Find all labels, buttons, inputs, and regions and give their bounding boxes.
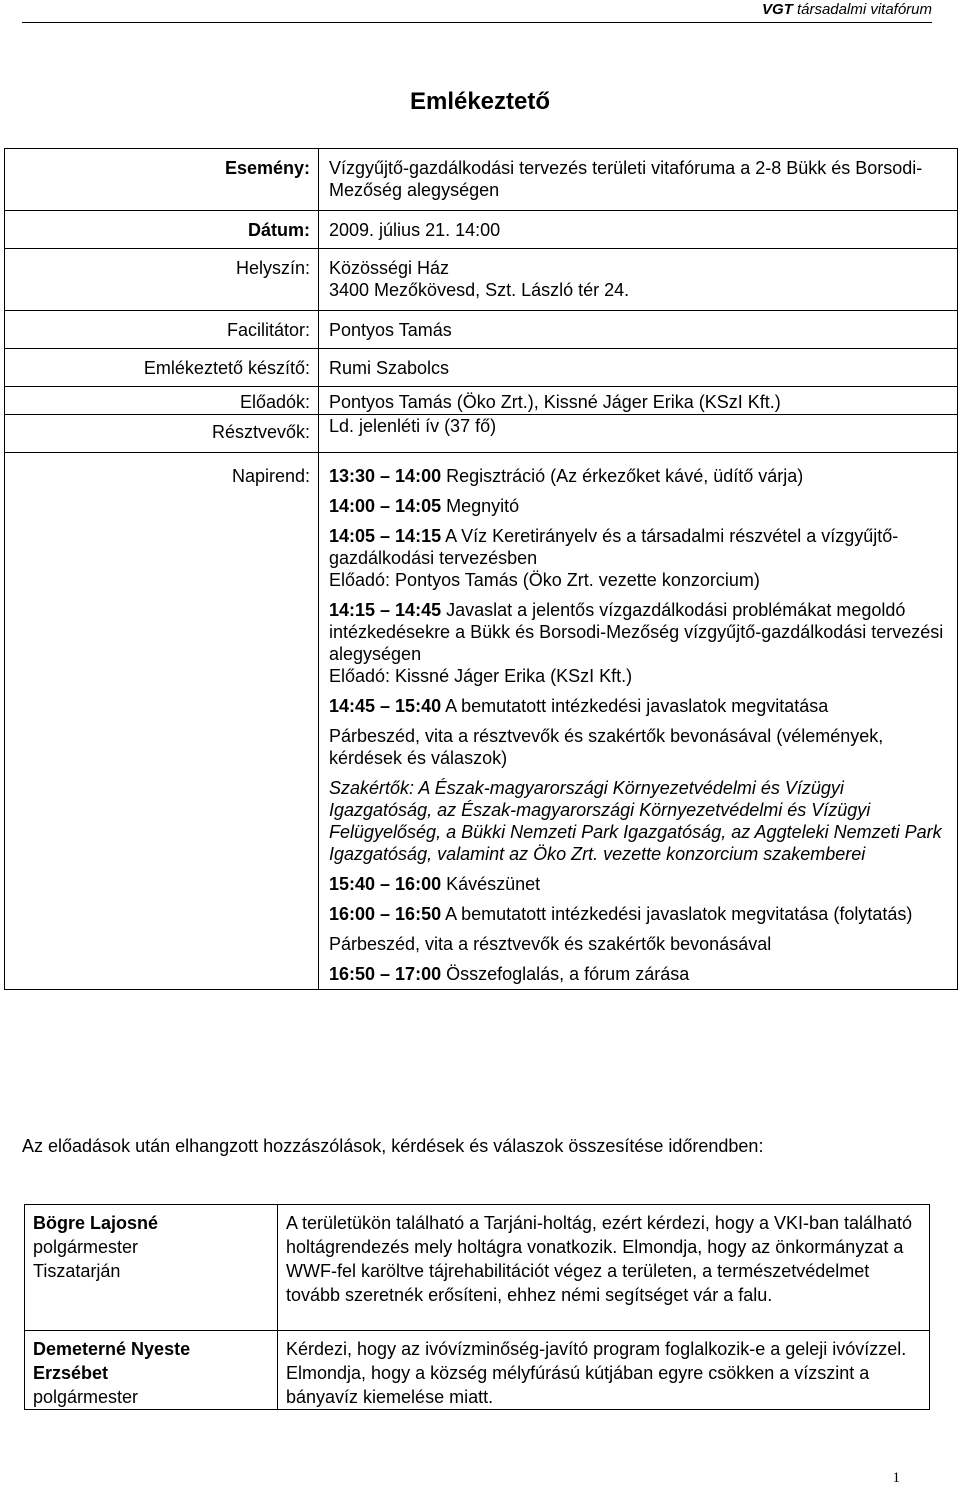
- facilitator-label: Facilitátor:: [5, 311, 319, 349]
- summary-heading: Az előadások után elhangzott hozzászólások, kérdések és válaszok összesítése időrendben:: [22, 1136, 764, 1156]
- eloadok-label: Előadók:: [5, 387, 319, 415]
- running-header: [762, 1, 932, 18]
- datum-value: 2009. július 21. 14:00: [319, 211, 958, 249]
- agenda-item: 15:40 – 16:00 Kávészünet: [329, 874, 541, 894]
- author-role: polgármester: [33, 1387, 139, 1407]
- agenda-item: 14:00 – 14:05 Megnyitó: [329, 496, 520, 516]
- comments-table: [24, 1204, 930, 1410]
- agenda-item: 16:50 – 17:00 Összefoglalás, a fórum zárása: [329, 964, 690, 984]
- agenda-item: 16:00 – 16:50 A bemutatott intézkedési javaslatok megvitatása (folytatás): [329, 904, 913, 924]
- keszito-value: Rumi Szabolcs: [319, 349, 958, 387]
- esemeny-value: Vízgyűjtő-gazdálkodási tervezés területi vitafóruma a 2-8 Bükk és Borsodi-Mezőség alegységen: [319, 149, 958, 211]
- comment-row: [25, 1331, 930, 1410]
- agenda-experts: Szakértők: A Észak-magyarországi Környezetvédelmi és Vízügyi Igazgatóság, az Észak-magyarországi Környezetvédelmi és Vízügyi Felügyelőség, a Bükki Nemzeti Park Igazgatóság, az Aggteleki Nemzeti Park Igazgatóság, valamint az Öko Zrt. vezette konzorcium szakemberei: [329, 778, 942, 864]
- resztvevok-label: Résztvevők:: [5, 415, 319, 453]
- agenda-item: 14:45 – 15:40 A bemutatott intézkedési javaslatok megvitatása: [329, 696, 829, 716]
- row-eloadok: [5, 387, 958, 415]
- author-name: Bögre Lajosné: [33, 1213, 159, 1233]
- esemeny-label: Esemény:: [5, 149, 319, 211]
- agenda-discussion: Párbeszéd, vita a résztvevők és szakértők bevonásával (vélemények, kérdések és válaszok): [329, 726, 884, 768]
- row-napirend: [5, 453, 958, 990]
- row-datum: [5, 211, 958, 249]
- header-rule: [22, 22, 932, 23]
- agenda-item: 14:15 – 14:45 Javaslat a jelentős vízgazdálkodási problémákat megoldó intézkedésekre a Bükk és Borsodi-Mezőség vízgyűjtő-gazdálkodási tervezési alegységen: [329, 600, 944, 664]
- row-esemeny: [5, 149, 958, 211]
- row-helyszin: [5, 249, 958, 311]
- header-org: VGT: [761, 1, 793, 18]
- agenda: [319, 453, 958, 990]
- agenda-item: 14:05 – 14:15 A Víz Keretirányelv és a társadalmi részvétel a vízgyűjtő-gazdálkodási tervezésben: [329, 526, 899, 568]
- page-number: 1: [892, 1470, 900, 1486]
- author-role: polgármester: [33, 1237, 139, 1257]
- agenda-presenter: Előadó: Kissné Jáger Erika (KSzI Kft.): [329, 666, 633, 686]
- document-title: Emlékeztető: [409, 88, 551, 115]
- comment-row: [25, 1205, 930, 1331]
- comment-text: Kérdezi, hogy az ivóvízminőség-javító program foglalkozik-e a geleji ivóvízzel. Elmondja, hogy a község mélyfúrású kútjában egyre csökken a vízszint a bányavíz kiemelése miatt.: [278, 1331, 930, 1410]
- row-keszito: [5, 349, 958, 387]
- row-resztvevok: [5, 415, 958, 453]
- napirend-label: Napirend:: [5, 453, 319, 990]
- row-facilitator: [5, 311, 958, 349]
- helyszin-label: Helyszín:: [5, 249, 319, 311]
- datum-label: Dátum:: [5, 211, 319, 249]
- author-name: Demeterné Nyeste Erzsébet: [33, 1339, 191, 1383]
- facilitator-value: Pontyos Tamás: [319, 311, 958, 349]
- comment-text: A területükön található a Tarjáni-holtág, ezért kérdezi, hogy a VKI-ban található holtágrendezés mely holtágra vonatkozik. Elmondja, hogy az önkormányzat a WWF-fel karöltve tájrehabilitációt végez a területen, a természetvédelmet tovább szeretnék erősíteni, ehhez némi segítséget vár a falu.: [278, 1205, 930, 1331]
- agenda-presenter: Előadó: Pontyos Tamás (Öko Zrt. vezette konzorcium): [329, 570, 760, 590]
- helyszin-value: Közösségi Ház 3400 Mezőkövesd, Szt. László tér 24.: [319, 249, 958, 311]
- comment-author: [25, 1205, 278, 1331]
- author-place: Tiszatarján: [33, 1261, 121, 1281]
- comment-author: [25, 1331, 278, 1410]
- eloadok-value: Pontyos Tamás (Öko Zrt.), Kissné Jáger Erika (KSzI Kft.): [319, 387, 958, 415]
- keszito-label: Emlékeztető készítő:: [5, 349, 319, 387]
- resztvevok-value: Ld. jelenléti ív (37 fő): [319, 415, 958, 453]
- agenda-discussion: Párbeszéd, vita a résztvevők és szakértők bevonásával: [329, 934, 772, 954]
- agenda-item: 13:30 – 14:00 Regisztráció (Az érkezőket kávé, üdítő várja): [329, 466, 804, 486]
- meta-table: [4, 148, 958, 990]
- header-subtitle: társadalmi vitafórum: [796, 1, 932, 18]
